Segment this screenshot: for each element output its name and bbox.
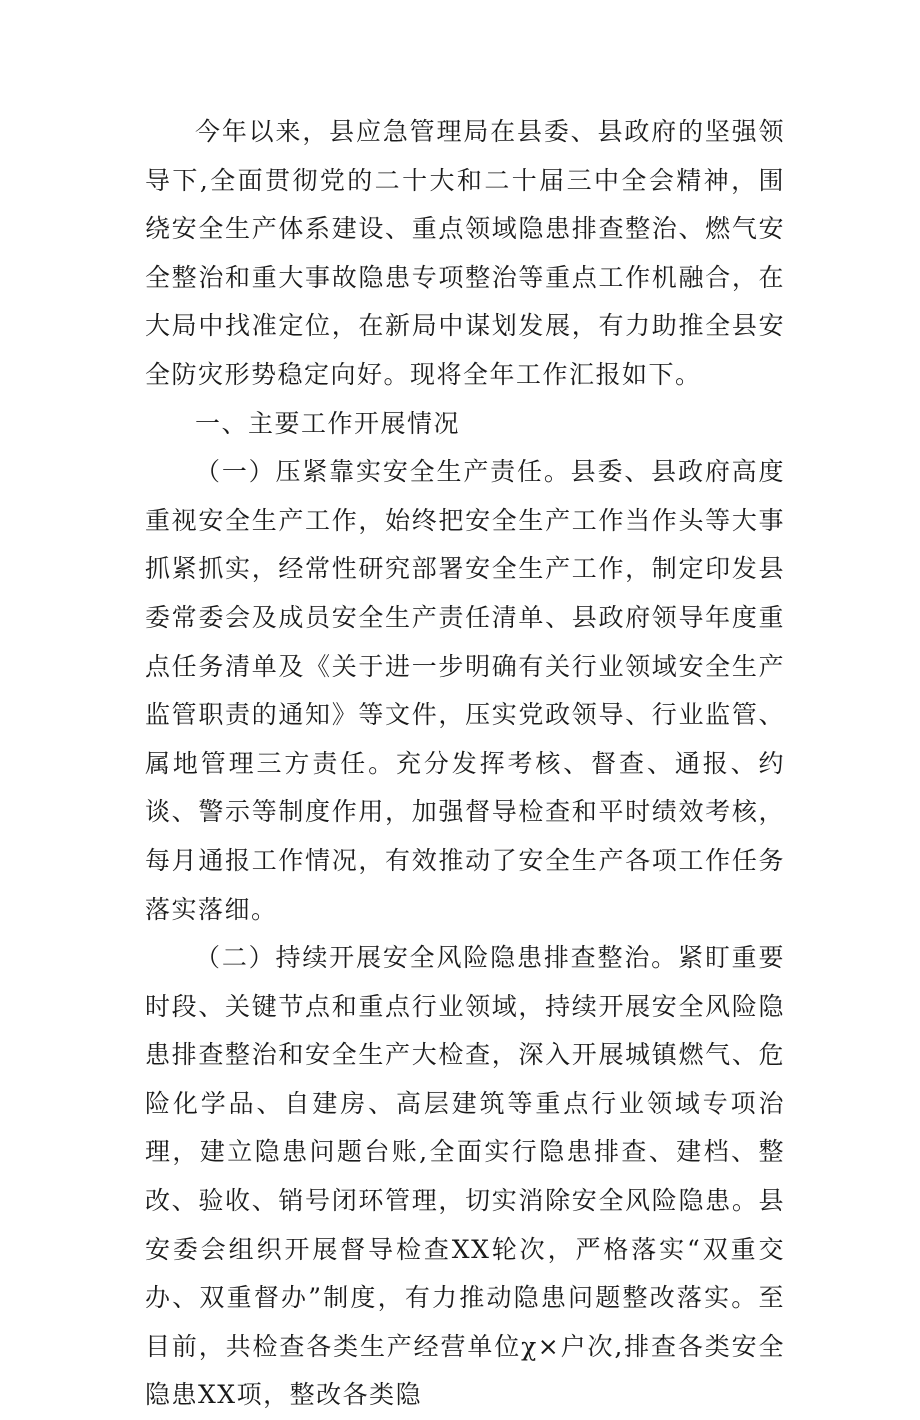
paragraph-responsibility: （一）压紧靠实安全生产责任。县委、县政府高度重视安全生产工作，始终把安全生产工作当作头等大事抓紧抓实，经常性研究部署安全生产工作，制定印发县委常委会及成员安全生产责任清单、县政府领导年度重点任务清单及《关于进一步明确有关行业领域安全生产监管职责的通知》等文件，压实党政领导、行业监管、属地管理三方责任。充分发挥考核、督查、通报、约谈、警示等制度作用，加强督导检查和平时绩效考核，每月通报工作情况，有效推动了安全生产各项工作任务落实落细。	[145, 457, 785, 924]
intro-paragraph: 今年以来，县应急管理局在县委、县政府的坚强领导下,全面贯彻党的二十大和二十届三中全会精神，围绕安全生产体系建设、重点领域隐患排查整治、燃气安全整治和重大事故隐患专项整治等重点工作机融合，在大局中找准定位，在新局中谋划发展，有力助推全县安全防灾形势稳定向好。现将全年工作汇报如下。	[145, 117, 785, 389]
section-heading: 一、主要工作开展情况	[195, 408, 461, 438]
paragraph-hazard-inspection: （二）持续开展安全风险隐患排查整治。紧盯重要时段、关键节点和重点行业领域，持续开展安全风险隐患排查整治和安全生产大检查，深入开展城镇燃气、危险化学品、自建房、高层建筑等重点行业领域专项治理，建立隐患问题台账,全面实行隐患排查、建档、整改、验收、销号闭环管理，切实消除安全风险隐患。县安委会组织开展督导检查XX轮次，严格落实“双重交办、双重督办”制度，有力推动隐患问题整改落实。至目前，共检查各类生产经营单位χ×户次,排查各类安全隐患XX项，整改各类隐	[145, 943, 785, 1410]
document-body	[145, 108, 785, 1420]
